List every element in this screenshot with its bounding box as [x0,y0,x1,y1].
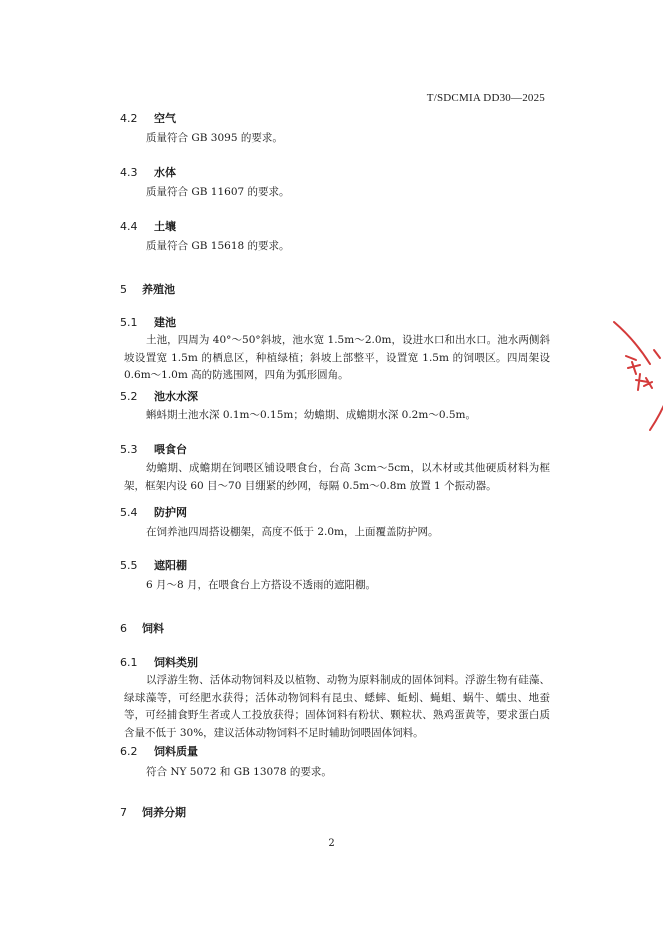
section-title: 土壤 [154,220,176,233]
paragraph-5-1: 土池，四周为 40°～50°斜坡，池水宽 1.5m～2.0m，设进水口和出水口。池水两侧斜坡设置宽 1.5m 的栖息区，种植绿植；斜坡上部整平，设置宽 1.5m 的饲喂区。四周架设 0.6m～1.0m 高的防逃围网，四角为弧形圆角。 [124,334,550,381]
paragraph-4-4: 质量符合 GB 15618 的要求。 [146,240,290,252]
chapter-heading-6 [120,620,164,636]
section-heading-5-2 [120,388,198,404]
paragraph-6-2: 符合 NY 5072 和 GB 13078 的要求。 [146,766,332,778]
section-number: 5 [120,283,127,296]
section-number: 6 [120,622,127,635]
section-number: 5.1 [120,316,138,329]
section-heading-5-3 [120,441,187,457]
section-number: 4.3 [120,166,138,179]
section-number: 4.2 [120,112,138,125]
section-title: 饲料类别 [154,656,198,669]
paragraph-6-1: 以浮游生物、活体动物饲料及以植物、动物为原料制成的固体饲料。浮游生物有硅藻、绿球藻等，可经肥水获得；活体动物饲料有昆虫、蟋蟀、蚯蚓、蝇蛆、蜗牛、蠕虫、地蚕等，可经捕食野生者或人工投放获得；固体饲料有粉状、颗粒状、熟鸡蛋黄等，要求蛋白质含量不低于 30%，建议活体动物饲料不足时辅助饲喂固体饲料。 [124,674,550,739]
section-heading-4-3 [120,164,176,180]
document-id: T/SDCMIA DD30—2025 [426,92,545,104]
section-title: 饲料质量 [154,745,198,758]
paragraph-4-3: 质量符合 GB 11607 的要求。 [146,186,290,198]
section-heading-4-4 [120,218,176,234]
section-heading-5-5 [120,557,187,573]
section-heading-5-1 [120,314,176,330]
section-number: 4.4 [120,220,138,233]
section-title: 防护网 [154,506,187,519]
paragraph-5-5: 6 月～8 月，在喂食台上方搭设不透雨的遮阳棚。 [146,579,377,591]
section-title: 饲养分期 [142,806,186,819]
section-number: 6.2 [120,745,138,758]
section-number: 5.4 [120,506,138,519]
chapter-heading-7 [120,804,186,820]
section-title: 水体 [154,166,176,179]
section-number: 5.3 [120,443,138,456]
paragraph-5-2: 蝌蚪期土池水深 0.1m～0.15m；幼蟾期、成蟾期水深 0.2m～0.5m。 [146,409,476,421]
section-title: 遮阳棚 [154,559,187,572]
section-heading-5-4 [120,504,187,520]
page-number: 2 [328,838,335,849]
section-heading-6-1 [120,654,198,670]
section-number: 6.1 [120,656,138,669]
section-number: 7 [120,806,127,819]
chapter-heading-5 [120,281,175,297]
section-title: 喂食台 [154,443,187,456]
section-title: 空气 [154,112,176,125]
section-title: 建池 [154,316,176,329]
paragraph-5-3: 幼蟾期、成蟾期在饲喂区铺设喂食台，台高 3cm～5cm，以木材或其他硬质材料为框架，框架内设 60 目～70 目绷紧的纱网，每隔 0.5m～0.8m 放置 1 个振动器。 [124,462,550,492]
paragraph-5-4: 在饲养池四周搭设棚架，高度不低于 2.0m，上面覆盖防护网。 [146,526,439,538]
paragraph-4-2: 质量符合 GB 3095 的要求。 [146,132,283,144]
section-title: 养殖池 [142,283,175,296]
section-heading-4-2 [120,110,176,126]
section-title: 饲料 [142,622,164,635]
section-number: 5.2 [120,390,138,403]
red-seal-stamp [606,312,663,442]
section-heading-6-2 [120,743,198,759]
section-number: 5.5 [120,559,138,572]
section-title: 池水水深 [154,390,198,403]
